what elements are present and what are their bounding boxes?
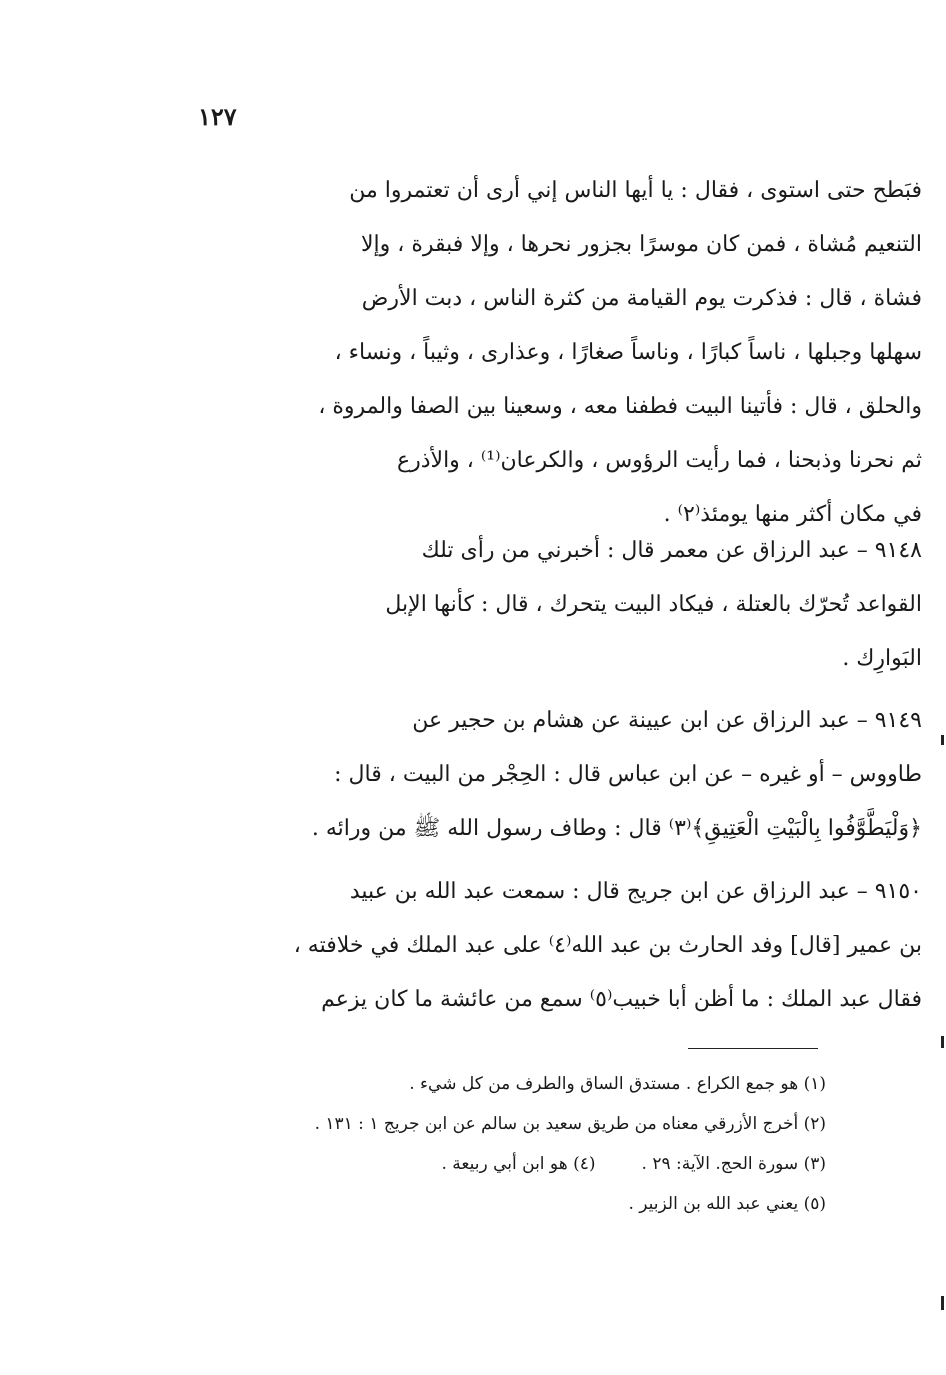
text-line: سهلها وجبلها ، ناساً كبارًا ، وناساً صغارًا ، وعذارى ، وثيباً ، ونساء ، [334, 340, 922, 365]
text-line: ٩١٤٨ – عبد الرزاق عن معمر قال : أخبرني من رأى تلك [421, 538, 922, 563]
text-line: والحلق ، قال : فأتينا البيت فطفنا معه ، وسعينا بين الصفا والمروة ، [318, 394, 922, 419]
page-number: ١٢٧ [198, 102, 237, 131]
text-line: القواعد تُحرّك بالعتلة ، فيكاد البيت يتحرك ، قال : كأنها الإبل [385, 592, 922, 617]
footnote-1: (١) هو جمع الكراع . مستدق الساق والطرف من كل شيء . [409, 1074, 826, 1094]
footnote-2: (٢) أخرج الأزرقي معناه من طريق سعيد بن سالم عن ابن جريج ١ : ١٣١ . [314, 1114, 826, 1134]
footnote-row-3-4 [190, 1144, 826, 1184]
text-line: طاووس – أو غيره – عن ابن عباس قال : الحِجْر من البيت ، قال : [334, 762, 922, 787]
text-line: فشاة ، قال : فذكرت يوم القيامة من كثرة الناس ، دبت الأرض [361, 286, 922, 311]
footnote-divider [688, 1048, 818, 1049]
text-line: في مكان أكثر منها يومئذ⁽٢⁾ . [663, 502, 922, 527]
footnote-3: (٣) سورة الحج. الآية: ٢٩ . [641, 1154, 826, 1174]
text-line: فبَطح حتى استوى ، فقال : يا أيها الناس إني أرى أن تعتمروا من [349, 178, 922, 203]
text-line: التنعيم مُشاة ، فمن كان موسرًا بجزور نحرها ، وإلا فبقرة ، وإلا [361, 232, 922, 257]
text-line: ثم نحرنا وذبحنا ، فما رأيت الرؤوس ، والكرعان⁽¹⁾ ، والأذرع [396, 448, 922, 473]
footnote-5: (٥) يعني عبد الله بن الزبير . [628, 1194, 826, 1214]
text-line: ٩١٥٠ – عبد الرزاق عن ابن جريج قال : سمعت عبد الله بن عبيد [349, 879, 922, 904]
text-line: البَوارِك . [842, 646, 922, 671]
scan-edge-mark [941, 735, 944, 745]
paragraph-1 [190, 164, 922, 542]
text-line: بن عمير [قال] وفد الحارث بن عبد الله⁽٤⁾ على عبد الملك في خلافته ، [293, 933, 922, 958]
paragraph-9149 [190, 694, 922, 856]
text-line: ٩١٤٩ – عبد الرزاق عن ابن عيينة عن هشام بن حجير عن [412, 708, 922, 733]
scan-edge-mark [941, 1296, 944, 1310]
text-line: فقال عبد الملك : ما أظن أبا خبيب⁽٥⁾ سمع من عائشة ما كان يزعم [321, 987, 922, 1012]
paragraph-9148 [190, 524, 922, 686]
footnote-4: (٤) هو ابن أبي ربيعة . [441, 1154, 596, 1174]
paragraph-9150 [190, 865, 922, 1027]
text-line: ﴿وَلْيَطَّوَّفُوا بِالْبَيْتِ الْعَتِيقِ﴾⁽٣⁾ قال : وطاف رسول الله ﷺ من ورائه . [311, 816, 922, 841]
footnotes [190, 1064, 826, 1224]
scan-edge-mark [941, 1036, 944, 1048]
